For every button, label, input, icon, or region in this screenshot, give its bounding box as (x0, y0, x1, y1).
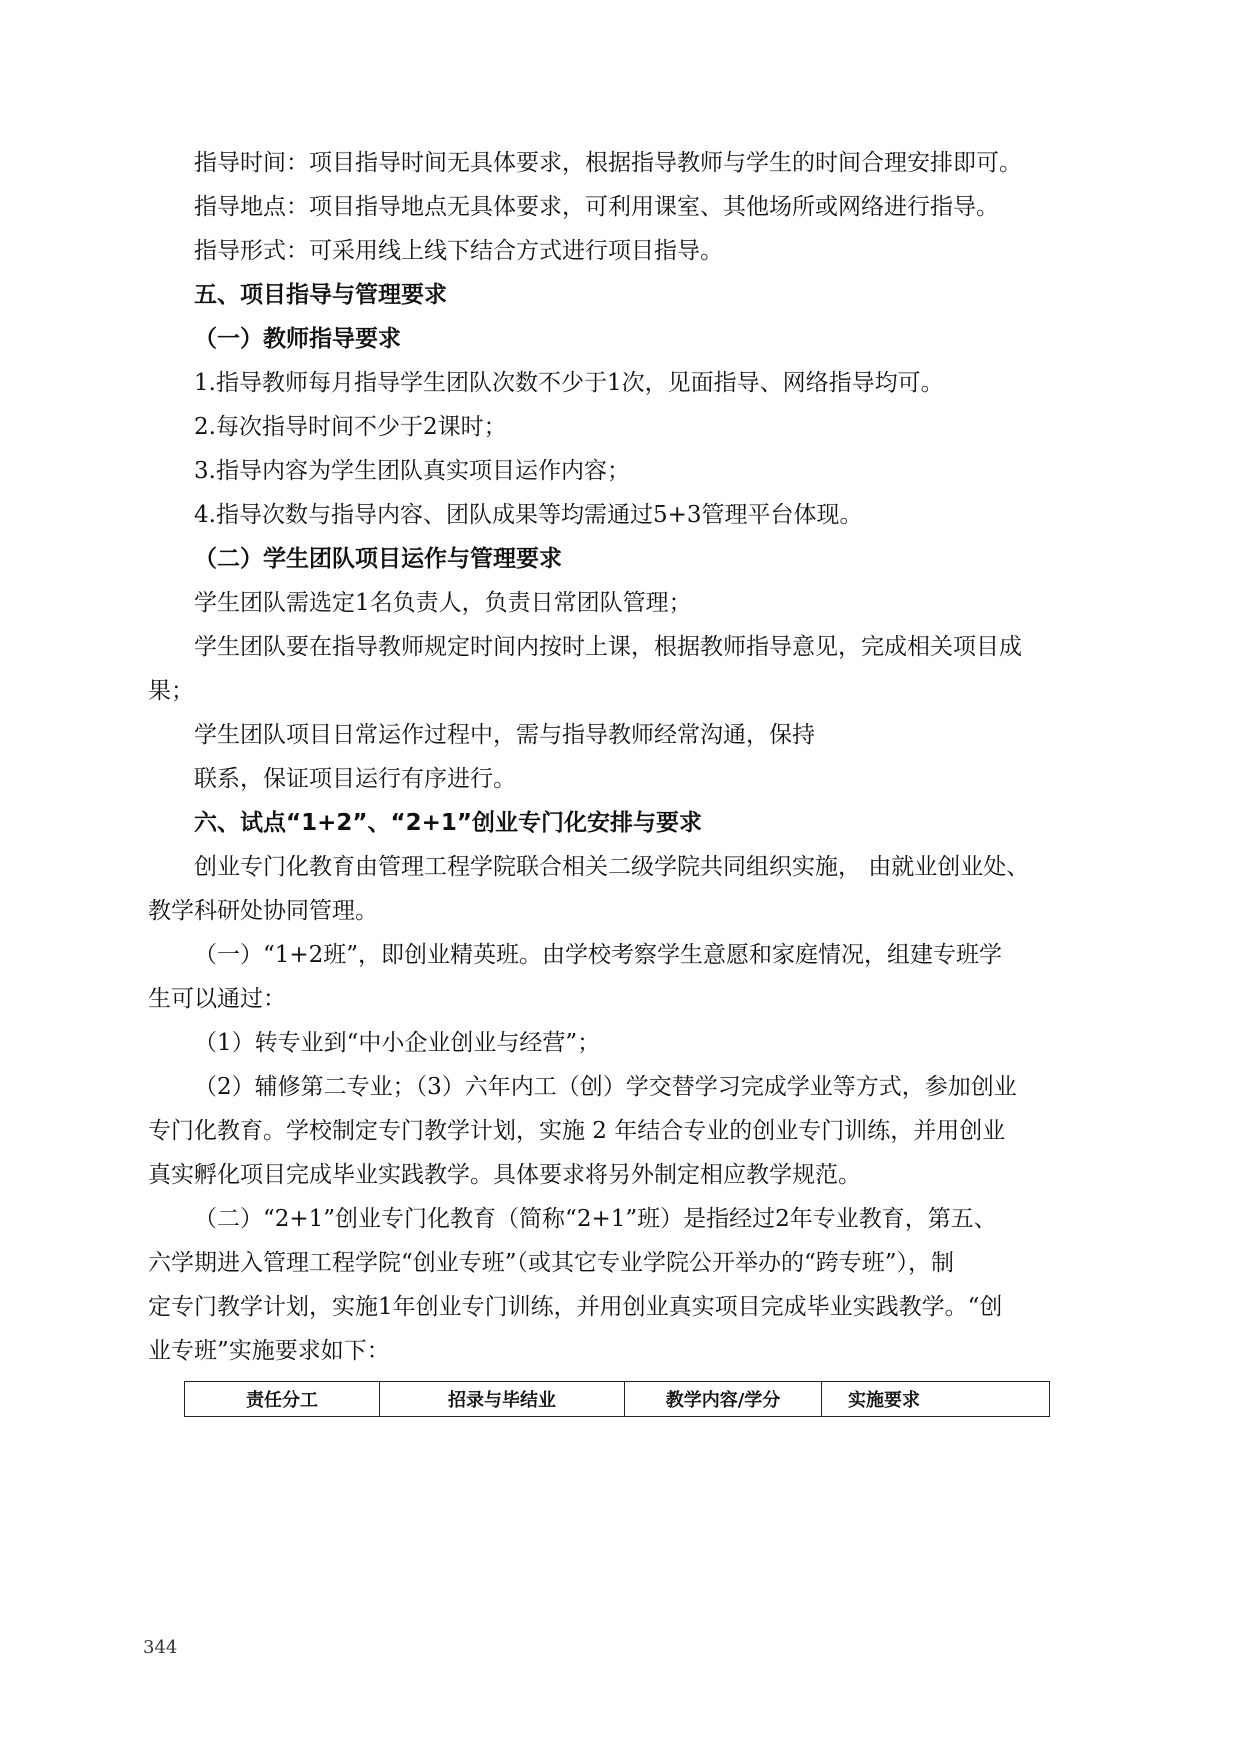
list-item-4: 4.指导次数与指导内容、团队成果等均需通过5+3管理平台体现。 (194, 502, 863, 528)
paragraph-option-2-3: （2）辅修第二专业；（3）六年内工（创）学交替学习完成学业等方式，参加创业 (194, 1074, 1017, 1100)
paragraph-team-communication: 学生团队项目日常运作过程中，需与指导教师经常沟通，保持 (194, 722, 815, 748)
paragraph-1plus2-class-cont: 生可以通过： (148, 986, 286, 1012)
paragraph-2plus1-class: （二）“2+1”创业专门化教育（简称“2+1”班）是指经过2年专业教育，第五、 (194, 1206, 997, 1232)
paragraph-team-communication-cont: 联系，保证项目运行有序进行。 (194, 766, 516, 792)
paragraph-option-2-3-cont2: 真实孵化项目完成毕业实践教学。具体要求将另外制定相应教学规范。 (148, 1162, 861, 1188)
paragraph-2plus1-class-cont1: 六学期进入管理工程学院“创业专班”（或其它专业学院公开举办的“跨专班”），制 (148, 1250, 955, 1276)
paragraph-2plus1-class-cont2: 定专门教学计划，实施1年创业专门训练，并用创业真实项目完成毕业实践教学。“创 (148, 1294, 1003, 1320)
paragraph-option-2-3-cont1: 专门化教育。学校制定专门教学计划，实施 2 年结合专业的创业专门训练，并用创业 (148, 1118, 1006, 1144)
list-item-3: 3.指导内容为学生团队真实项目运作内容； (194, 458, 630, 484)
paragraph-guidance-form: 指导形式：可采用线上线下结合方式进行项目指导。 (194, 238, 723, 264)
table-header-cell: 责任分工 (185, 1382, 380, 1417)
subsection-heading-student-team: （二）学生团队项目运作与管理要求 (194, 546, 562, 572)
paragraph-team-leader: 学生团队需选定1名负责人，负责日常团队管理； (194, 590, 692, 616)
paragraph-entrepreneurship-intro: 创业专门化教育由管理工程学院联合相关二级学院共同组织实施， 由就业创业处、 (194, 854, 1030, 880)
table-header-cell: 招录与毕结业 (380, 1382, 625, 1417)
page-number: 344 (143, 1637, 178, 1658)
requirements-table (184, 1381, 1050, 1417)
table-header-cell: 实施要求 (822, 1382, 1050, 1417)
paragraph-option-1: （1）转专业到“中小企业创业与经营”； (194, 1030, 601, 1056)
table-header-cell: 教学内容/学分 (625, 1382, 822, 1417)
paragraph-1plus2-class: （一）“1+2班”，即创业精英班。由学校考察学生意愿和家庭情况，组建专班学 (194, 942, 1003, 968)
table-header-row (185, 1382, 1050, 1417)
list-item-2: 2.每次指导时间不少于2课时； (194, 414, 507, 440)
paragraph-guidance-place: 指导地点：项目指导地点无具体要求，可利用课室、其他场所或网络进行指导。 (194, 194, 999, 220)
paragraph-team-attendance: 学生团队要在指导教师规定时间内按时上课，根据教师指导意见，完成相关项目成 (194, 634, 1022, 660)
subsection-heading-teacher-guidance: （一）教师指导要求 (194, 326, 401, 352)
paragraph-team-attendance-cont: 果； (148, 678, 194, 704)
list-item-1: 1.指导教师每月指导学生团队次数不少于1次，见面指导、网络指导均可。 (194, 370, 944, 396)
paragraph-2plus1-class-cont3: 业专班”实施要求如下： (148, 1338, 390, 1364)
section-heading-5: 五、项目指导与管理要求 (194, 282, 447, 308)
section-heading-6: 六、试点“1+2”、“2+1”创业专门化安排与要求 (194, 810, 703, 836)
paragraph-guidance-time: 指导时间：项目指导时间无具体要求，根据指导教师与学生的时间合理安排即可。 (194, 150, 1022, 176)
paragraph-entrepreneurship-intro-cont: 教学科研处协同管理。 (148, 898, 378, 924)
